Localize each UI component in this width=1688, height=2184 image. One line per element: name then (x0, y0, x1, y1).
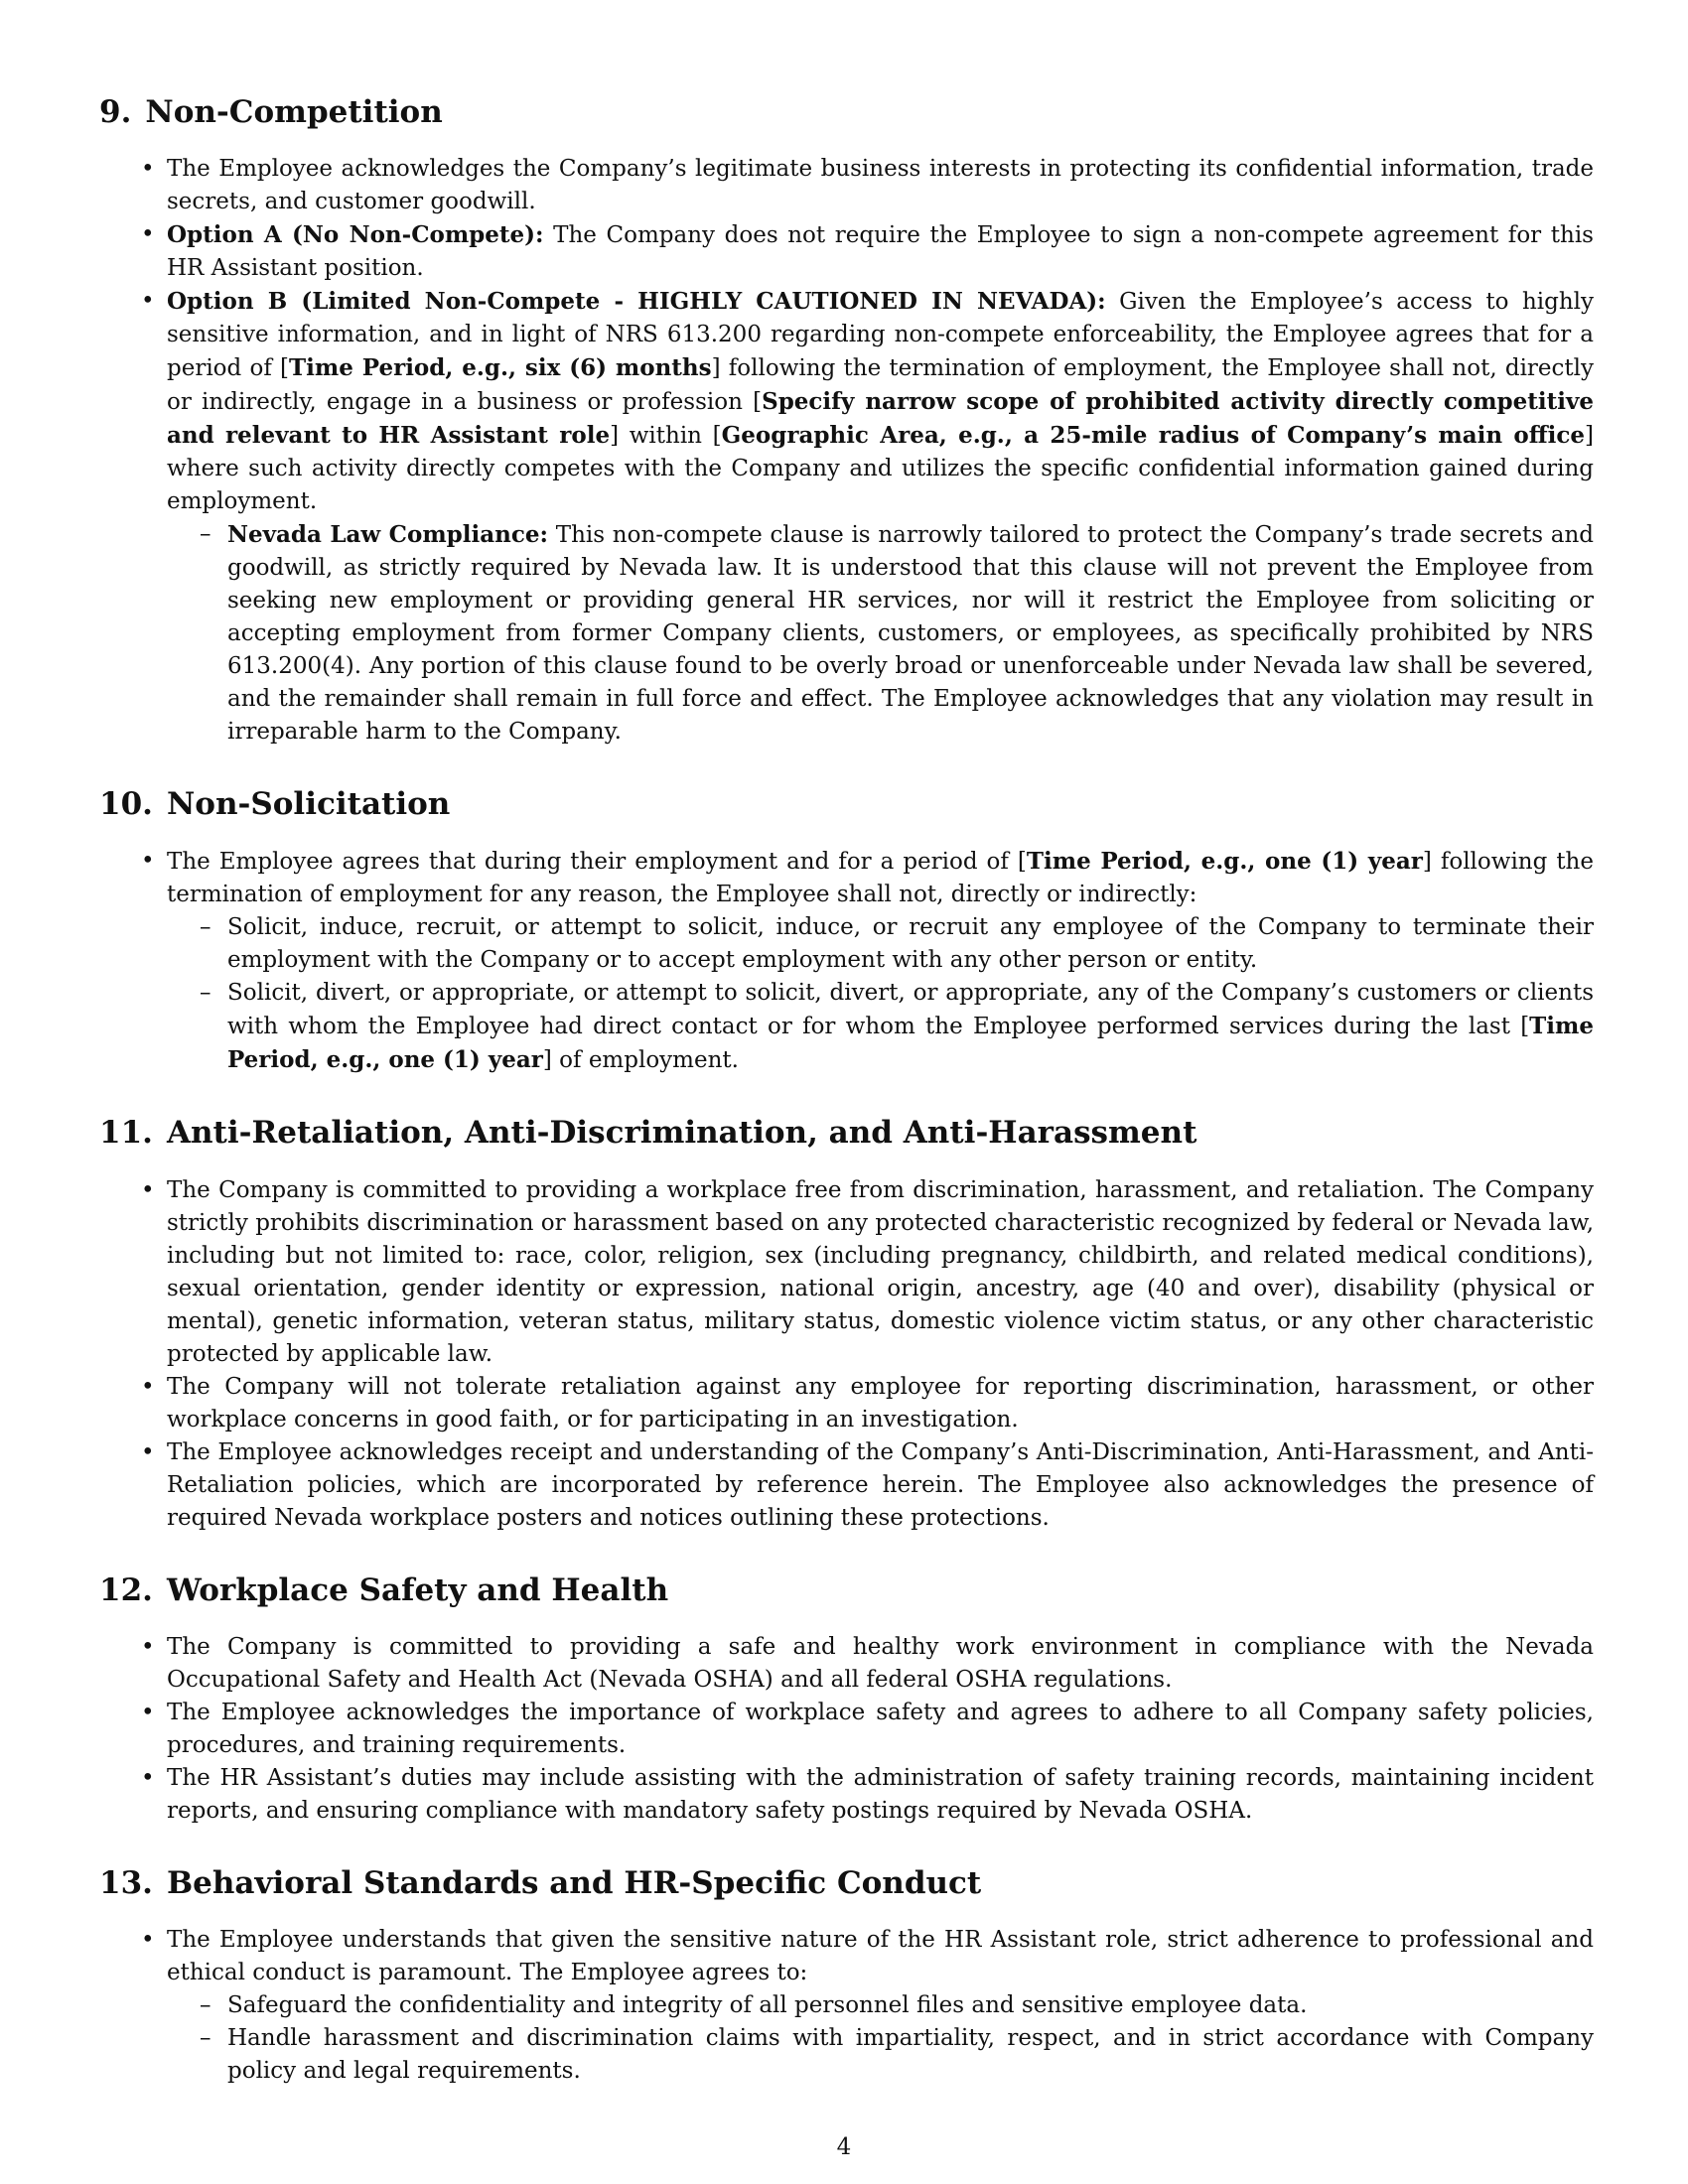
list-item (167, 285, 1594, 749)
bullet-list (99, 845, 1594, 1077)
section-number: 12. (99, 1571, 153, 1608)
list-item-text: The Employee understands that given the sensitive nature of the HR Assistant role, strict adherence to professional and ethical conduct is paramount. The Employee agrees to: (167, 1926, 1594, 1985)
list-item (167, 1631, 1594, 1697)
sub-list (167, 1989, 1594, 2088)
section-number: 9. (99, 94, 132, 130)
section-non-solicitation (99, 786, 1594, 1077)
list-item (167, 1371, 1594, 1436)
list-item-text: The Company does not require the Employee to sign a non-compete agreement for this HR Assistant position. (167, 222, 1594, 282)
sub-list-item-text: Handle harassment and discrimination claims with impartiality, respect, and in strict accordance with Company policy and legal requirements. (227, 2024, 1594, 2084)
list-item-text: The Employee acknowledges the Company’s legitimate business interests in protecting its confidential information, trade secrets, and customer goodwill. (167, 156, 1594, 215)
list-item (167, 1697, 1594, 1762)
sub-list-item-text: Safeguard the confidentiality and integrity of all personnel files and sensitive employee data. (227, 1991, 1308, 2018)
list-item (167, 845, 1594, 1077)
section-title: Behavioral Standards and HR-Specific Conduct (166, 1864, 982, 1901)
list-item (167, 1174, 1594, 1371)
document-page (99, 94, 1594, 2125)
list-item-text: The Employee acknowledges the importance of workplace safety and agrees to adhere to all Company safety policies, procedures, and training requirements. (167, 1699, 1594, 1758)
section-workplace-safety (99, 1572, 1594, 1828)
sub-list (167, 911, 1594, 1077)
section-number: 11. (99, 1115, 153, 1152)
list-item (167, 1924, 1594, 2088)
placeholder-time-period: Time Period, e.g., one (1) year (1026, 848, 1423, 876)
list-item (167, 1436, 1594, 1535)
section-title: Anti-Retaliation, Anti-Discrimination, and Anti-Harassment (166, 1115, 1197, 1152)
bullet-list (99, 1924, 1594, 2088)
sub-list-item (227, 977, 1594, 1077)
list-item (167, 1762, 1594, 1828)
list-item-text: Given the Employee’s access to highly sensitive information, and in light of NRS 613.200 regarding non-compete enforceability, the Employee agrees that for a period of [ (167, 289, 1595, 382)
section-title: Non-Competition (145, 94, 443, 130)
section-heading (99, 1865, 1594, 1902)
sub-list-item-text: ] of employment. (542, 1047, 739, 1074)
sub-list-item-text: Solicit, induce, recruit, or attempt to solicit, induce, or recruit any employee of the Company to terminate their employment with the Company or to accept employment with any other person or entity. (227, 914, 1594, 974)
placeholder-scope: Specify narrow scope of prohibited activity directly competitive and relevant to HR Assistant role (167, 388, 1594, 450)
page-number: 4 (836, 2134, 852, 2160)
list-item-text: ] within [ (610, 423, 722, 450)
placeholder-geographic-area: Geographic Area, e.g., a 25-mile radius of Company’s main office (721, 422, 1586, 450)
nevada-law-compliance-label: Nevada Law Compliance: (227, 521, 548, 549)
placeholder-time-period: Time Period, e.g., six (6) months (289, 354, 712, 382)
section-heading (99, 1115, 1594, 1152)
list-item-text: The Company is committed to providing a workplace free from discrimination, harassment, and retaliation. The Company strictly prohibits discrimination or harassment based on any protected characteristic recognized by federal or Nevada law, including but not limited to: race, color, religion, sex (including pregnancy, childbirth, and related medical conditions), sexual orientation, gender identity or expression, national origin, ancestry, age (40 and over), disability (physical or mental), genetic information, veteran status, military status, domestic violence victim status, or any other characteristic protected by applicable law. (167, 1176, 1594, 1367)
list-item-text: The Company will not tolerate retaliation against any employee for reporting discrimination, harassment, or other workplace concerns in good faith, or for participating in an investigation. (167, 1373, 1594, 1433)
sub-list-item (227, 2022, 1594, 2088)
list-item (167, 218, 1594, 285)
section-number: 10. (99, 786, 153, 823)
list-item-text: ] where such activity directly competes with the Company and utilizes the specific confidential information gained during employment. (167, 423, 1594, 515)
section-title: Workplace Safety and Health (166, 1571, 669, 1608)
list-item (167, 153, 1594, 218)
section-heading (99, 1572, 1594, 1609)
list-item-text: The Employee agrees that during their employment and for a period of [ (167, 849, 1027, 876)
section-title: Non-Solicitation (166, 786, 451, 823)
list-item-text: The Employee acknowledges receipt and understanding of the Company’s Anti-Discrimination, Anti-Harassment, and Anti-Retaliation policies, which are incorporated by reference herein. The Employee also acknowledges the presence of required Nevada workplace posters and notices outlining these protections. (167, 1438, 1594, 1531)
section-number: 13. (99, 1864, 153, 1901)
bullet-list (99, 153, 1594, 749)
placeholder-time-period: Time Period, e.g., one (1) year (227, 1013, 1594, 1074)
section-heading (99, 94, 1594, 131)
sub-list-item (227, 1989, 1594, 2022)
bullet-list (99, 1174, 1594, 1535)
option-a-label: Option A (No Non-Compete): (167, 221, 544, 249)
section-heading (99, 786, 1594, 823)
sub-list-item (227, 518, 1594, 749)
list-item-text: ] following the termination of employment for any reason, the Employee shall not, directly or indirectly: (167, 849, 1594, 908)
section-anti-retaliation (99, 1115, 1594, 1534)
sub-list-item-text: Solicit, divert, or appropriate, or attempt to solicit, divert, or appropriate, any of the Company’s customers or clients with whom the Employee had direct contact or for whom the Employee performed services during the last [ (227, 980, 1594, 1040)
list-item-text: ] following the termination of employment, the Employee shall not, directly or indirectly, engage in a business or profession [ (167, 355, 1595, 416)
section-non-competition (99, 94, 1594, 749)
sub-list (167, 518, 1594, 749)
bullet-list (99, 1631, 1594, 1828)
option-b-label: Option B (Limited Non-Compete - HIGHLY CAUTIONED IN NEVADA): (167, 288, 1106, 316)
list-item-text: The Company is committed to providing a safe and healthy work environment in compliance with the Nevada Occupational Safety and Health Act (Nevada OSHA) and all federal OSHA regulations. (167, 1633, 1594, 1693)
sub-list-item-text: This non-compete clause is narrowly tailored to protect the Company’s trade secrets and goodwill, as strictly required by Nevada law. It is understood that this clause will not prevent the Employee from seeking new employment or providing general HR services, nor will it restrict the Employee from soliciting or accepting employment from former Company clients, customers, or employees, as specifically prohibited by NRS 613.200(4). Any portion of this clause found to be overly broad or unenforceable under Nevada law shall be severed, and the remainder shall remain in full force and effect. The Employee acknowledges that any violation may result in irreparable harm to the Company. (227, 522, 1594, 746)
list-item-text: The HR Assistant’s duties may include assisting with the administration of safety training records, maintaining incident reports, and ensuring compliance with mandatory safety postings required by Nevada OSHA. (167, 1764, 1594, 1824)
sub-list-item (227, 911, 1594, 977)
section-behavioral-standards (99, 1865, 1594, 2088)
